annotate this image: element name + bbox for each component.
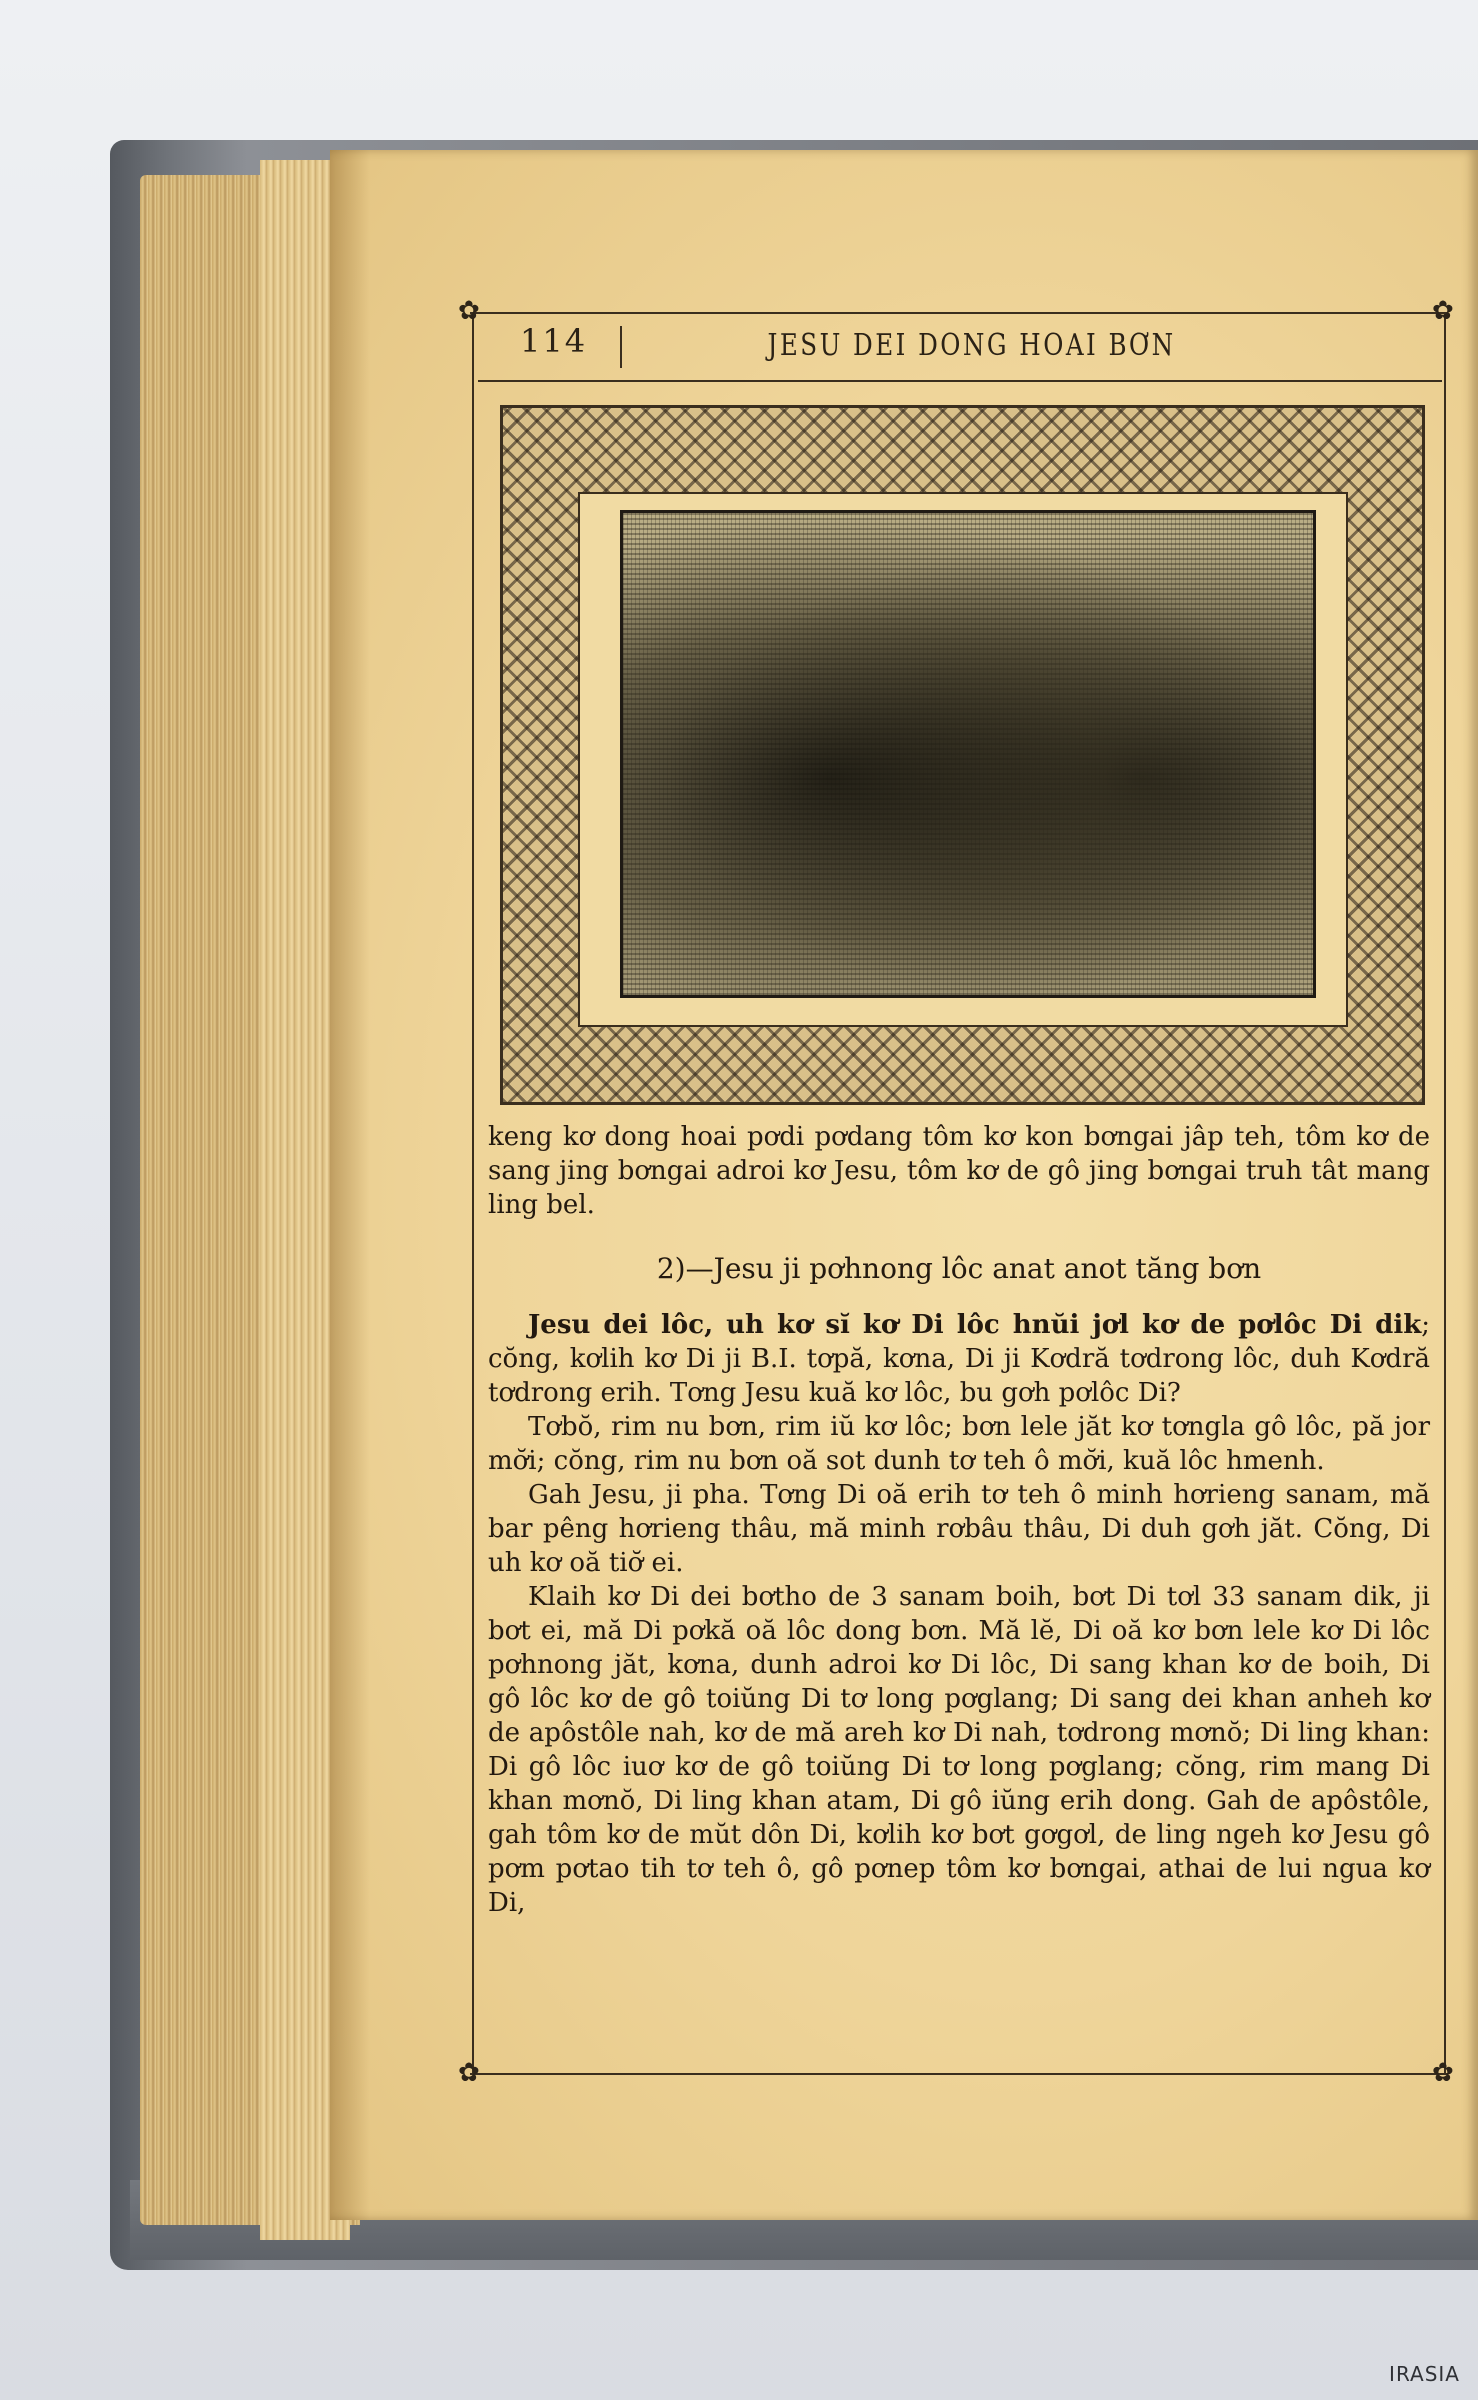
frame-bottom-rule (470, 2073, 1448, 2075)
watermark: IRASIA (1389, 2362, 1460, 2386)
body-text (488, 1308, 1430, 1920)
paragraph-5: Klaih kơ Di dei bơtho de 3 sanam boih, bơt Di tơl 33 sanam dik, ji bơt ei, mă Di pơkă oă lôc dong bơn. Mă lĕ, Di oă kơ bơn lele kơ Di lôc pơhnong jăt, kơna, dunh adroi kơ Di lôc, Di sang khan kơ de boih, Di gô lôc kơ de gô toiŭng Di tơ long pơglang; Di sang dei khan anheh kơ de apôstôle nah, kơ de mă areh kơ Di nah, tơdrong mơnŏ; Di ling khan: Di gô lôc iuơ kơ de gô toiŭng Di tơ long pơglang; cŏng, rim mang Di khan mơnŏ, Di ling khan atam, Di gô iŭng erih dong. Gah de apôstôle, gah tôm kơ de mŭt dôn Di, kơlih kơ bơt gơgơl, de ling ngeh kơ Jesu gô pơm pơtao tih tơ teh ô, gô pơnep tôm kơ bơngai, athai de lui ngua kơ Di, (488, 1582, 1430, 1918)
corner-ornament-icon: ✿ (458, 296, 480, 326)
corner-ornament-icon: ✿ (1432, 296, 1454, 326)
gutter-shadow (330, 150, 370, 2220)
paragraph-4: Gah Jesu, ji pha. Tơng Di oă erih tơ teh ô minh hơrieng sanam, mă bar pêng hơrieng thâu, mă minh rơbâu thâu, Di duh gơh jăt. Cŏng, Di uh kơ oă tiơ̆ ei. (488, 1480, 1430, 1578)
paragraph-2-bold: Jesu dei lôc, uh kơ sĭ kơ Di lôc hnŭi jơl kơ de pơlôc Di dik (528, 1310, 1422, 1340)
corner-ornament-icon: ✿ (458, 2058, 480, 2088)
running-title: JESU DEI DONG HOAI BƠN (767, 328, 1176, 363)
header-divider (620, 326, 622, 368)
paragraph-2-rest: ; cŏng, kơlih kơ Di ji B.I. tơpă, kơna, Di ji Kơdră tơdrong lôc, duh Kơdră tơdrong erih. Tơng Jesu kuă kơ lôc, bu gơh pơlôc Di? (488, 1310, 1430, 1408)
paragraph-3: Tơbŏ, rim nu bơn, rim iŭ kơ lôc; bơn lele jăt kơ tơngla gô lôc, pă jor mơ̆i; cŏng, rim nu bơn oă sot dunh tơ teh ô mơ̆i, kuă lôc hmenh. (488, 1412, 1430, 1476)
frame-right-rule (1444, 312, 1446, 2074)
frame-left-rule (472, 312, 474, 2074)
engraving-image (620, 510, 1316, 998)
frame-top-rule (470, 312, 1448, 314)
paragraph-1: keng kơ dong hoai pơdi pơdang tôm kơ kon bơngai jâp teh, tôm kơ de sang jing bơngai adroi kơ Jesu, tôm kơ de gô jing bơngai truh tât mang ling bel. (488, 1122, 1430, 1220)
corner-ornament-icon: ✿ (1432, 2058, 1454, 2088)
header-rule (478, 380, 1442, 382)
section-subheading: 2)—Jesu ji pơhnong lôc anat anot tăng bơn (656, 1252, 1262, 1285)
page-number: 114 (520, 322, 588, 360)
paragraph-continuation (488, 1120, 1430, 1222)
paragraph-2 (488, 1308, 1430, 1410)
